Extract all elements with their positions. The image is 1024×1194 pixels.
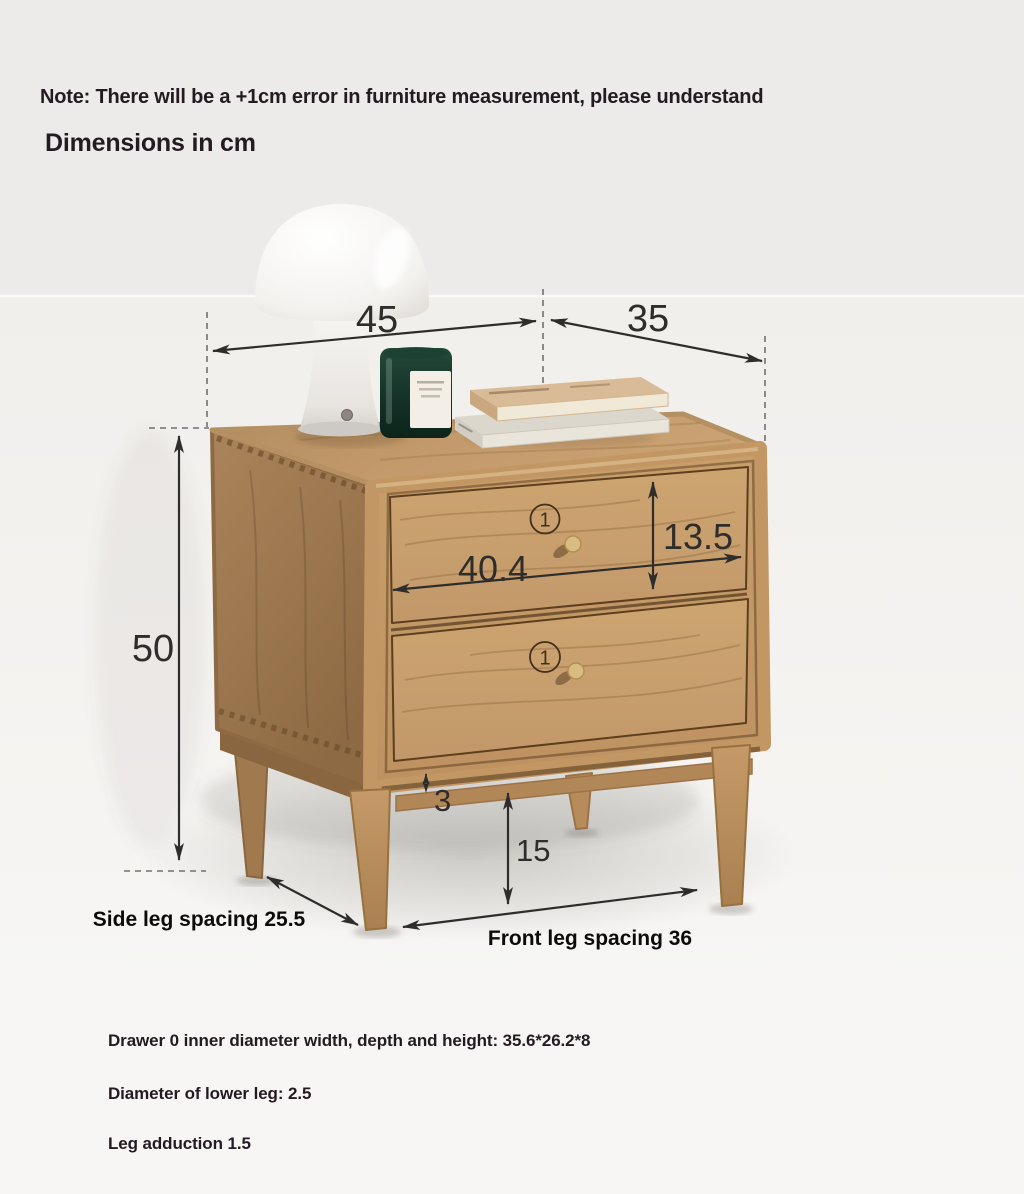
lamp-switch [342, 410, 353, 421]
label-front-leg-spacing: Front leg spacing 36 [487, 927, 693, 950]
candle-label-text-line [419, 388, 442, 391]
candle-label-text-line [421, 395, 440, 398]
lamp-base [298, 422, 382, 437]
leg-contact-shadow [565, 829, 599, 838]
knob [568, 663, 584, 679]
candle-glass-highlight [386, 358, 392, 424]
spec-leg-diameter: Diameter of lower leg: 2.5 [108, 1084, 312, 1103]
label-drawer-width: 40.4 [457, 548, 529, 589]
candle-label [410, 371, 451, 428]
drawer-top-badge-number: 1 [539, 509, 551, 532]
label-bottom-gap: 3 [434, 783, 452, 818]
label-side-leg-spacing: Side leg spacing 25.5 [92, 908, 306, 931]
spec-drawer-inner: Drawer 0 inner diameter width, depth and height: 35.6*26.2*8 [108, 1031, 591, 1050]
label-drawer-height: 13.5 [663, 516, 734, 557]
label-top-width: 45 [355, 299, 399, 341]
drawer-bottom-badge-number: 1 [539, 647, 551, 670]
measurement-note: Note: There will be a +1cm error in furniture measurement, please understand [40, 86, 764, 108]
candle-label-text-line [417, 381, 444, 384]
candle-jar [380, 347, 452, 438]
knob [565, 536, 581, 552]
spec-leg-adduction: Leg adduction 1.5 [108, 1134, 251, 1153]
dimensions-title: Dimensions in cm [45, 129, 256, 157]
label-top-depth: 35 [626, 298, 670, 340]
label-height: 50 [131, 628, 175, 670]
candle-top [384, 347, 448, 359]
label-leg-clearance: 15 [516, 833, 551, 868]
